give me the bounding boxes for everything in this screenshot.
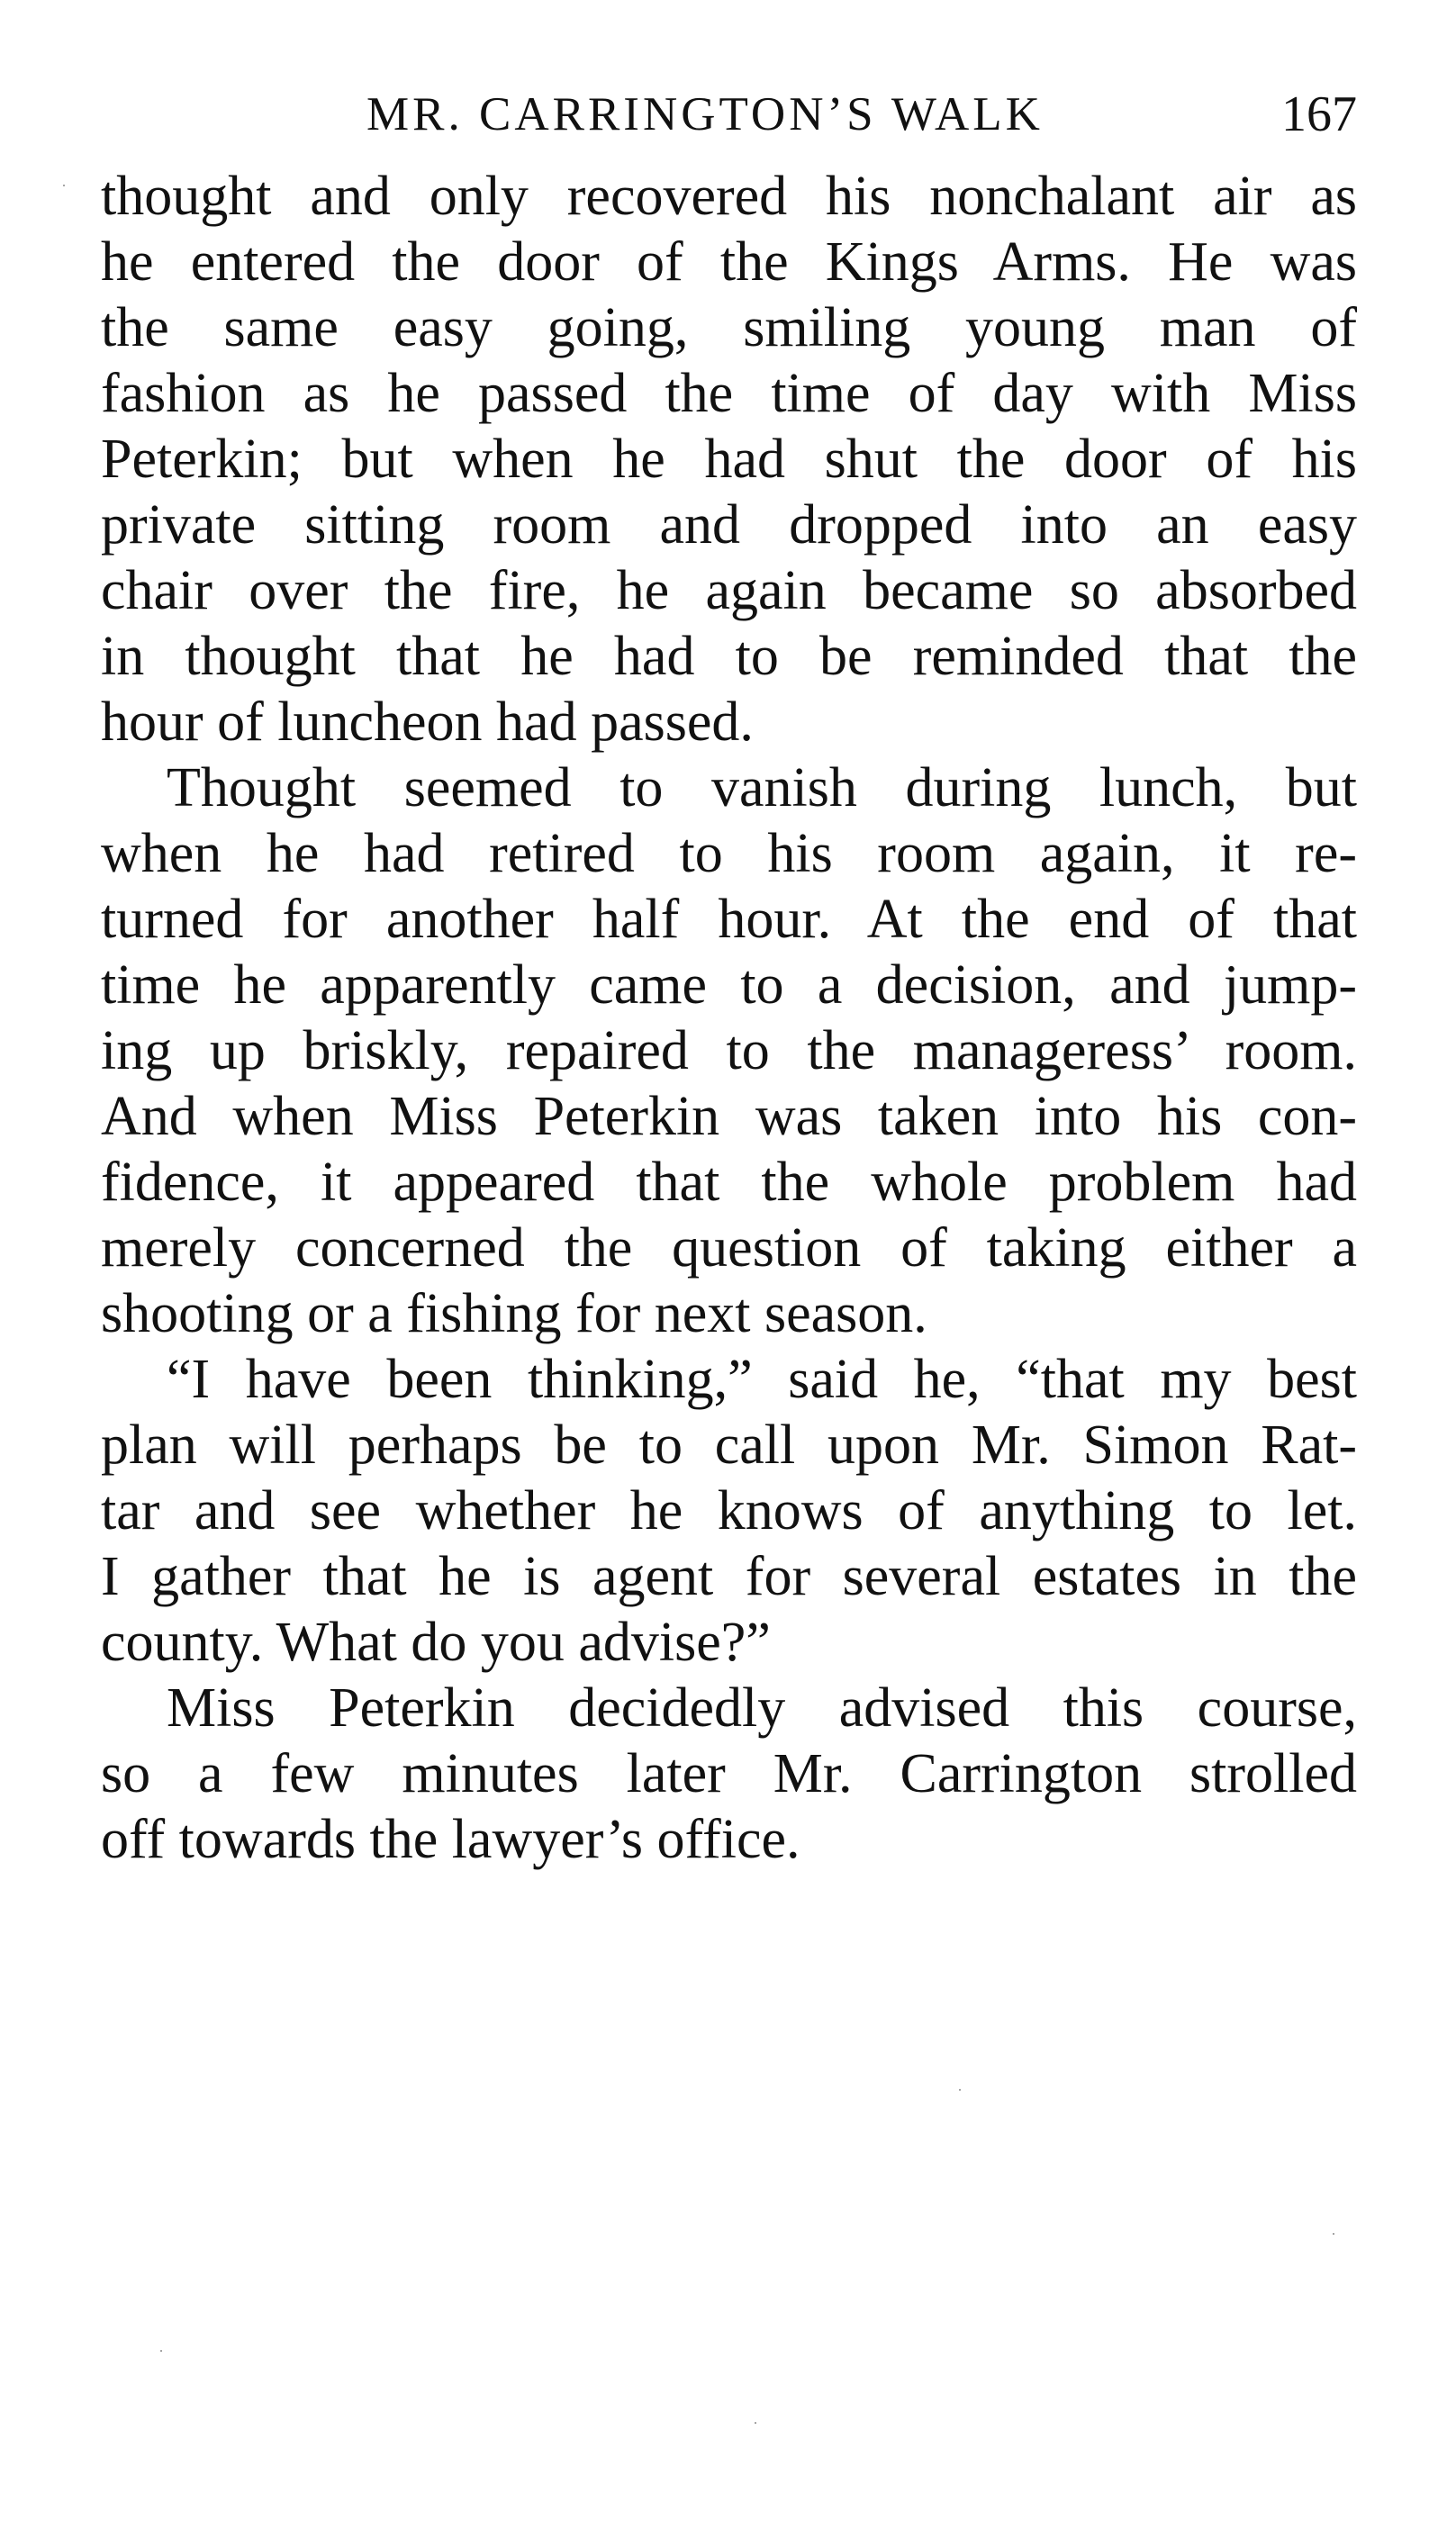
- text-line: ing up briskly, repaired to the manageress’ room.: [101, 1020, 1357, 1081]
- text-line: shooting or a fishing for next season.: [101, 1283, 927, 1344]
- paper-speck: [1333, 2233, 1334, 2235]
- text-line: the same easy going, smiling young man of: [101, 297, 1357, 358]
- running-title: MR. CARRINGTON’S WALK: [366, 88, 1044, 140]
- text-line: hour of luncheon had passed.: [101, 691, 754, 753]
- text-line: Peterkin; but when he had shut the door of his: [101, 429, 1357, 490]
- text-line: he entered the door of the Kings Arms. He was: [101, 231, 1357, 293]
- text-line: fashion as he passed the time of day with Miss: [101, 363, 1357, 424]
- text-line: Miss Peterkin decidedly advised this course,: [167, 1677, 1357, 1739]
- text-line: tar and see whether he knows of anything to let.: [101, 1480, 1357, 1541]
- paper-speck: [959, 2089, 961, 2091]
- paper-speck: [160, 2350, 162, 2352]
- text-line: chair over the fire, he again became so absorbed: [101, 560, 1357, 621]
- text-line: so a few minutes later Mr. Carrington strolled: [101, 1743, 1357, 1804]
- text-line: time he apparently came to a decision, and jump-: [101, 954, 1357, 1016]
- page-number: 167: [1281, 86, 1357, 142]
- text-line: private sitting room and dropped into an easy: [101, 494, 1357, 556]
- text-line: And when Miss Peterkin was taken into his con-: [101, 1086, 1357, 1147]
- text-line: plan will perhaps be to call upon Mr. Simon Rat-: [101, 1415, 1357, 1476]
- text-line: off towards the lawyer’s office.: [101, 1809, 800, 1870]
- text-line: fidence, it appeared that the whole problem had: [101, 1152, 1357, 1213]
- body-text: [101, 164, 1357, 1873]
- text-line: in thought that he had to be reminded that the: [101, 626, 1357, 687]
- paper-speck: [63, 185, 65, 186]
- running-head: [101, 83, 1357, 146]
- text-line: turned for another half hour. At the end of that: [101, 889, 1357, 950]
- text-line: county. What do you advise?”: [101, 1612, 771, 1673]
- paper-speck: [755, 2422, 756, 2424]
- text-line: merely concerned the question of taking either a: [101, 1217, 1357, 1279]
- text-line: I gather that he is agent for several estates in the: [101, 1546, 1357, 1607]
- text-line: “I have been thinking,” said he, “that my best: [167, 1349, 1357, 1410]
- text-line: Thought seemed to vanish during lunch, but: [167, 757, 1357, 818]
- text-line: thought and only recovered his nonchalant air as: [101, 166, 1357, 227]
- text-line: when he had retired to his room again, it re-: [101, 823, 1357, 884]
